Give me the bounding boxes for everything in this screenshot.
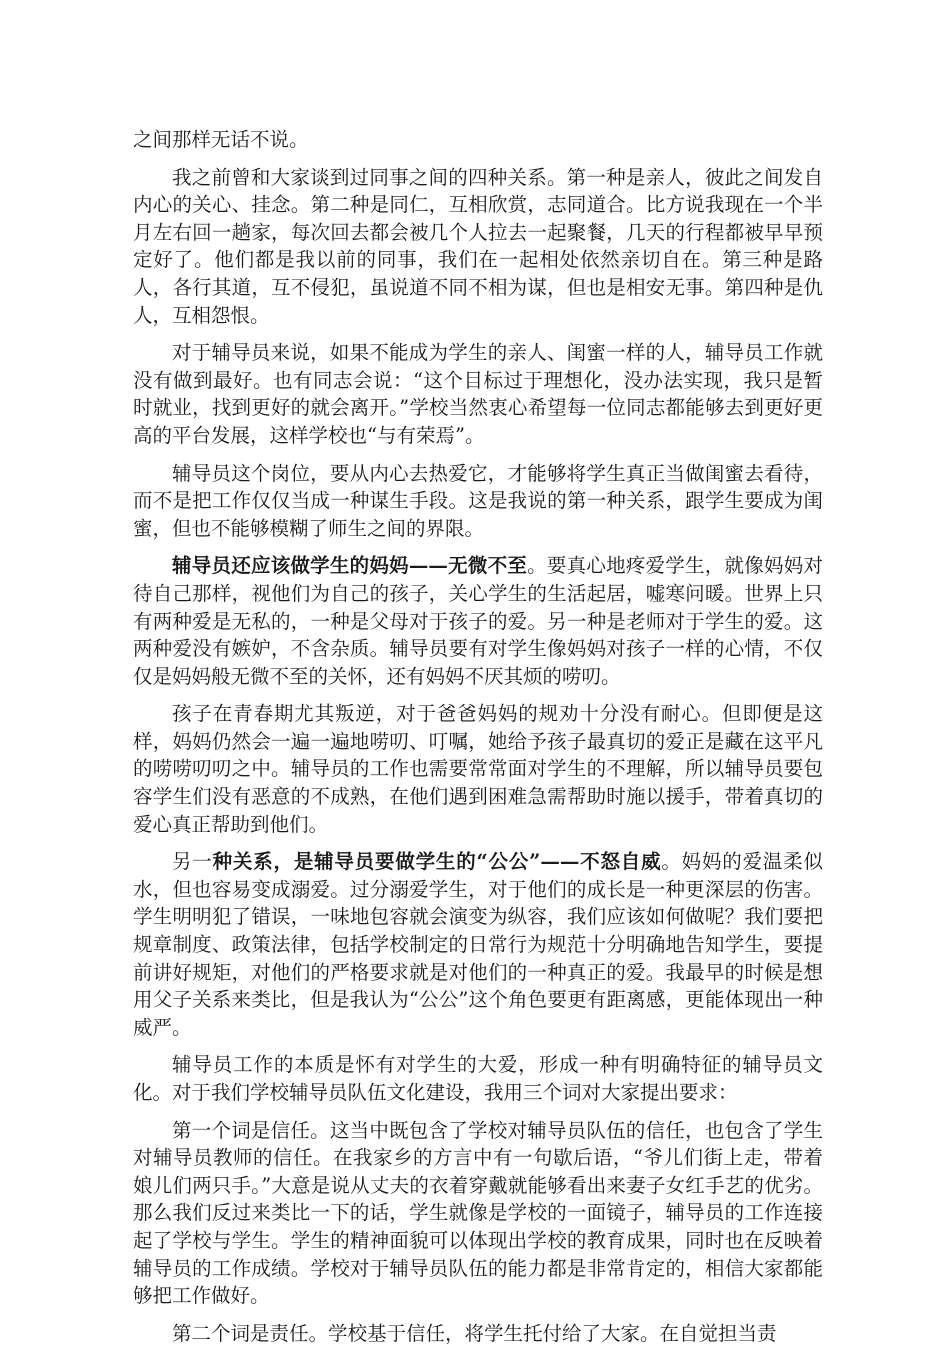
paragraph <box>133 126 823 154</box>
document-body <box>133 126 823 1357</box>
paragraph <box>133 1117 823 1310</box>
paragraph-lead-plain: 另一 <box>172 850 213 874</box>
paragraph-text: 第一个词是信任。这当中既包含了学校对辅导员队伍的信任，也包含了学生对辅导员教师的信任。在我家乡的方言中有一句歇后语，“爷儿们街上走，带着娘儿们两只手。”大意是说从丈夫的衣着穿戴就能够看出来妻子女红手艺的优劣。那么我们反过来类比一下的话，学生就像是学校的一面镜子，辅导员的工作连接起了学校与学生。学生的精神面貌可以体现出学校的教育成果，同时也在反映着辅导员的工作成绩。学校对于辅导员队伍的能力都是非常肯定的，相信大家都能够把工作做好。 <box>133 1118 823 1308</box>
paragraph-text: 第二个词是责任。学校基于信任，将学生托付给了大家。在自觉担当责 <box>172 1321 777 1345</box>
paragraph <box>133 700 823 838</box>
paragraph-text: 我之前曾和大家谈到过同事之间的四种关系。第一种是亲人，彼此之间发自内心的关心、挂念。第二种是同仁，互相欣赏，志同道合。比方说我现在一个半月左右回一趟家，每次回去都会被几个人拉去一起聚餐，几天的行程都被早早预定好了。他们都是我以前的同事，我们在一起相处依然亲切自在。第三种是路人，各行其道，互不侵犯，虽说道不同不相为谋，但也是相安无事。第四种是仇人，互相怨恨。 <box>133 165 823 327</box>
paragraph <box>133 339 823 449</box>
paragraph-text: 之间那样无话不说。 <box>133 128 309 151</box>
paragraph-lead-bold: 辅导员还应该做学生的妈妈——无微不至 <box>172 554 528 578</box>
paragraph <box>133 1320 823 1348</box>
paragraph <box>133 1051 823 1106</box>
paragraph <box>133 164 823 330</box>
paragraph-text: 。要真心地疼爱学生，就像妈妈对待自己那样，视他们为自己的孩子，关心学生的生活起居，嘘寒问暖。世界上只有两种爱是无私的，一种是父母对于孩子的爱。另一种是老师对于学生的爱。这两种爱没有嫉妒，不含杂质。辅导员要有对学生像妈妈对孩子一样的心情，不仅仅是妈妈般无微不至的关怀，还有妈妈不厌其烦的唠叨。 <box>133 554 823 688</box>
paragraph-lead-bold: 种关系，是辅导员要做学生的“公公”——不怒自威 <box>212 850 662 874</box>
paragraph-text: 对于辅导员来说，如果不能成为学生的亲人、闺蜜一样的人，辅导员工作就没有做到最好。也有同志会说：“这个目标过于理想化，没办法实现，我只是暂时就业，找到更好的就会离开。”学校当然衷心希望每一位同志都能够去到更好更高的平台发展，这样学校也“与有荣焉”。 <box>133 341 823 447</box>
paragraph <box>133 460 823 543</box>
paragraph-text: 辅导员工作的本质是怀有对学生的大爱，形成一种有明确特征的辅导员文化。对于我们学校辅导员队伍文化建设，我用三个词对大家提出要求： <box>133 1053 823 1104</box>
paragraph-text: 辅导员这个岗位，要从内心去热爱它，才能够将学生真正当做闺蜜去看待，而不是把工作仅仅当成一种谋生手段。这是我说的第一种关系，跟学生要成为闺蜜，但也不能够模糊了师生之间的界限。 <box>133 461 823 540</box>
paragraph <box>133 848 823 1041</box>
paragraph-text: 孩子在青春期尤其叛逆，对于爸爸妈妈的规劝十分没有耐心。但即便是这样，妈妈仍然会一遍一遍地唠叨、叮嘱，她给予孩子最真切的爱正是藏在这平凡的唠唠叨叨之中。辅导员的工作也需要常常面对学生的不理解，所以辅导员要包容学生们没有恶意的不成熟，在他们遇到困难急需帮助时施以援手，带着真切的爱心真正帮助到他们。 <box>133 702 823 836</box>
paragraph <box>133 552 823 690</box>
paragraph-text: 。妈妈的爱温柔似水，但也容易变成溺爱。过分溺爱学生，对于他们的成长是一种更深层的伤害。学生明明犯了错误，一味地包容就会演变为纵容，我们应该如何做呢？我们要把规章制度、政策法律，包括学校制定的日常行为规范十分明确地告知学生，要提前讲好规矩，对他们的严格要求就是对他们的一种真正的爱。我最早的时候是想用父子关系来类比，但是我认为“公公”这个角色要更有距离感，更能体现出一种威严。 <box>133 850 823 1039</box>
